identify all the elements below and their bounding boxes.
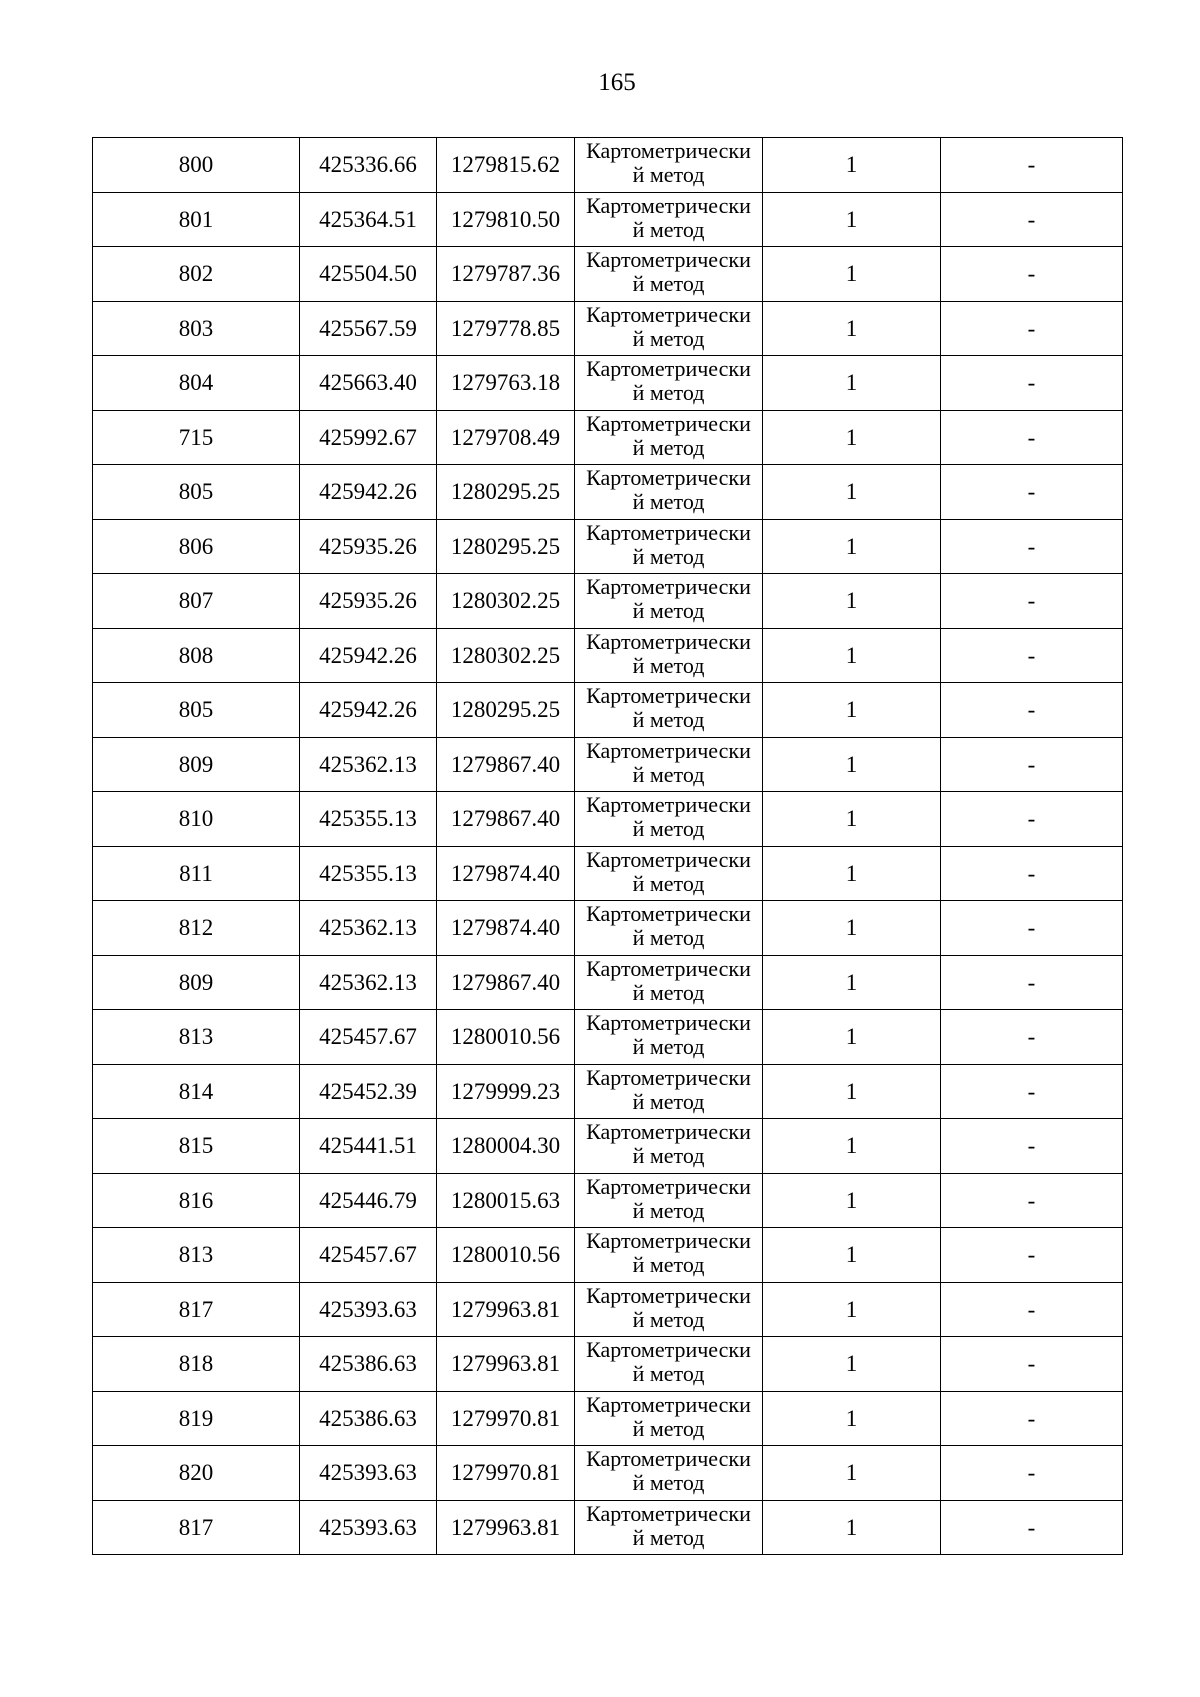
table-row <box>93 1446 1123 1501</box>
note-cell: - <box>941 1119 1123 1174</box>
point-number-cell: 808 <box>93 628 300 683</box>
y-coordinate-cell: 1280010.56 <box>437 1228 575 1283</box>
x-coordinate-cell: 425386.63 <box>300 1337 437 1392</box>
method-text-line-1: Картометрически <box>586 792 751 817</box>
note-cell: - <box>941 138 1123 193</box>
note-cell: - <box>941 737 1123 792</box>
x-coordinate-cell: 425393.63 <box>300 1500 437 1555</box>
accuracy-cell: 1 <box>763 1228 941 1283</box>
accuracy-cell: 1 <box>763 138 941 193</box>
note-cell: - <box>941 356 1123 411</box>
method-text-line-2: й метод <box>632 1470 705 1495</box>
table-row <box>93 519 1123 574</box>
method-cell <box>575 1119 763 1174</box>
accuracy-cell: 1 <box>763 356 941 411</box>
method-cell <box>575 1337 763 1392</box>
table-row <box>93 683 1123 738</box>
note-cell: - <box>941 465 1123 520</box>
x-coordinate-cell: 425992.67 <box>300 410 437 465</box>
accuracy-cell: 1 <box>763 1337 941 1392</box>
method-cell <box>575 1391 763 1446</box>
y-coordinate-cell: 1280295.25 <box>437 519 575 574</box>
method-text-line-1: Картометрически <box>586 1228 751 1253</box>
y-coordinate-cell: 1280004.30 <box>437 1119 575 1174</box>
y-coordinate-cell: 1279874.40 <box>437 901 575 956</box>
x-coordinate-cell: 425942.26 <box>300 628 437 683</box>
table-row <box>93 1119 1123 1174</box>
method-text-line-2: й метод <box>632 979 705 1005</box>
y-coordinate-cell: 1279867.40 <box>437 955 575 1010</box>
method-text-line-2: й метод <box>632 216 705 242</box>
note-cell: - <box>941 901 1123 956</box>
point-number-cell: 813 <box>93 1010 300 1065</box>
method-cell <box>575 846 763 901</box>
note-cell: - <box>941 955 1123 1010</box>
method-text-line-2: й метод <box>632 652 705 678</box>
point-number-cell: 805 <box>93 465 300 520</box>
note-cell: - <box>941 1064 1123 1119</box>
method-cell <box>575 301 763 356</box>
point-number-cell: 816 <box>93 1173 300 1228</box>
accuracy-cell: 1 <box>763 846 941 901</box>
x-coordinate-cell: 425942.26 <box>300 683 437 738</box>
method-text-line-2: й метод <box>632 925 705 950</box>
note-cell: - <box>941 410 1123 465</box>
page-number: 165 <box>598 69 636 96</box>
x-coordinate-cell: 425663.40 <box>300 356 437 411</box>
method-text-line-1: Картометрически <box>586 1282 751 1308</box>
y-coordinate-cell: 1279963.81 <box>437 1500 575 1555</box>
y-coordinate-cell: 1279763.18 <box>437 356 575 411</box>
point-number-cell: 817 <box>93 1282 300 1337</box>
note-cell: - <box>941 1446 1123 1501</box>
method-cell <box>575 683 763 738</box>
table-row <box>93 1064 1123 1119</box>
y-coordinate-cell: 1279874.40 <box>437 846 575 901</box>
point-number-cell: 815 <box>93 1119 300 1174</box>
point-number-cell: 820 <box>93 1446 300 1501</box>
x-coordinate-cell: 425452.39 <box>300 1064 437 1119</box>
method-text-line-1: Картометрически <box>586 1119 751 1144</box>
accuracy-cell: 1 <box>763 247 941 302</box>
accuracy-cell: 1 <box>763 301 941 356</box>
y-coordinate-cell: 1279970.81 <box>437 1391 575 1446</box>
method-text-line-1: Картометрически <box>586 1337 751 1362</box>
note-cell: - <box>941 1010 1123 1065</box>
method-text-line-1: Картометрически <box>586 1010 751 1035</box>
note-cell: - <box>941 683 1123 738</box>
y-coordinate-cell: 1280302.25 <box>437 628 575 683</box>
method-cell <box>575 192 763 247</box>
method-text-line-1: Картометрически <box>586 465 751 490</box>
method-cell <box>575 955 763 1010</box>
y-coordinate-cell: 1279963.81 <box>437 1282 575 1337</box>
method-text-line-1: Картометрически <box>586 1446 751 1471</box>
y-coordinate-cell: 1279999.23 <box>437 1064 575 1119</box>
method-cell <box>575 1282 763 1337</box>
method-text-line-2: й метод <box>632 162 705 187</box>
accuracy-cell: 1 <box>763 1446 941 1501</box>
method-text-line-1: Картометрически <box>586 683 751 708</box>
table-row <box>93 1173 1123 1228</box>
table-row <box>93 356 1123 411</box>
y-coordinate-cell: 1279787.36 <box>437 247 575 302</box>
method-text-line-2: й метод <box>632 761 705 787</box>
table-row <box>93 1282 1123 1337</box>
method-text-line-1: Картометрически <box>586 955 751 981</box>
point-number-cell: 817 <box>93 1500 300 1555</box>
x-coordinate-cell: 425362.13 <box>300 955 437 1010</box>
table-row <box>93 901 1123 956</box>
method-text-line-1: Картометрически <box>586 1391 751 1417</box>
note-cell: - <box>941 628 1123 683</box>
method-cell <box>575 1173 763 1228</box>
y-coordinate-cell: 1279810.50 <box>437 192 575 247</box>
table-row <box>93 247 1123 302</box>
x-coordinate-cell: 425393.63 <box>300 1282 437 1337</box>
point-number-cell: 812 <box>93 901 300 956</box>
note-cell: - <box>941 1391 1123 1446</box>
x-coordinate-cell: 425935.26 <box>300 519 437 574</box>
accuracy-cell: 1 <box>763 955 941 1010</box>
point-number-cell: 813 <box>93 1228 300 1283</box>
table-row <box>93 792 1123 847</box>
method-text-line-2: й метод <box>632 1252 705 1277</box>
table-row <box>93 192 1123 247</box>
method-cell <box>575 356 763 411</box>
y-coordinate-cell: 1279815.62 <box>437 138 575 193</box>
accuracy-cell: 1 <box>763 737 941 792</box>
accuracy-cell: 1 <box>763 1391 941 1446</box>
method-text-line-2: й метод <box>632 489 705 514</box>
method-text-line-1: Картометрически <box>586 1500 751 1526</box>
method-cell <box>575 792 763 847</box>
method-cell <box>575 737 763 792</box>
x-coordinate-cell: 425446.79 <box>300 1173 437 1228</box>
method-text-line-1: Картометрически <box>586 628 751 654</box>
point-number-cell: 818 <box>93 1337 300 1392</box>
note-cell: - <box>941 1173 1123 1228</box>
accuracy-cell: 1 <box>763 1282 941 1337</box>
method-text-line-2: й метод <box>632 1034 705 1059</box>
method-cell <box>575 247 763 302</box>
point-number-cell: 809 <box>93 737 300 792</box>
method-text-line-2: й метод <box>632 543 705 569</box>
method-cell <box>575 138 763 193</box>
x-coordinate-cell: 425355.13 <box>300 792 437 847</box>
method-text-line-2: й метод <box>632 325 705 351</box>
table-row <box>93 846 1123 901</box>
y-coordinate-cell: 1280295.25 <box>437 465 575 520</box>
accuracy-cell: 1 <box>763 901 941 956</box>
accuracy-cell: 1 <box>763 1173 941 1228</box>
table-row <box>93 410 1123 465</box>
y-coordinate-cell: 1280295.25 <box>437 683 575 738</box>
method-text-line-2: й метод <box>632 816 705 841</box>
point-number-cell: 805 <box>93 683 300 738</box>
x-coordinate-cell: 425393.63 <box>300 1446 437 1501</box>
method-cell <box>575 1010 763 1065</box>
method-cell <box>575 574 763 629</box>
method-cell <box>575 465 763 520</box>
accuracy-cell: 1 <box>763 1500 941 1555</box>
table-row <box>93 1391 1123 1446</box>
x-coordinate-cell: 425441.51 <box>300 1119 437 1174</box>
point-number-cell: 802 <box>93 247 300 302</box>
method-text-line-2: й метод <box>632 1143 705 1168</box>
accuracy-cell: 1 <box>763 192 941 247</box>
method-cell <box>575 1500 763 1555</box>
x-coordinate-cell: 425504.50 <box>300 247 437 302</box>
point-number-cell: 804 <box>93 356 300 411</box>
accuracy-cell: 1 <box>763 792 941 847</box>
accuracy-cell: 1 <box>763 1010 941 1065</box>
accuracy-cell: 1 <box>763 683 941 738</box>
x-coordinate-cell: 425336.66 <box>300 138 437 193</box>
accuracy-cell: 1 <box>763 1064 941 1119</box>
point-number-cell: 809 <box>93 955 300 1010</box>
accuracy-cell: 1 <box>763 1119 941 1174</box>
table-row <box>93 1500 1123 1555</box>
method-text-line-1: Картометрически <box>586 519 751 545</box>
method-text-line-1: Картометрически <box>586 247 751 272</box>
note-cell: - <box>941 1337 1123 1392</box>
method-text-line-1: Картометрически <box>586 846 751 872</box>
point-number-cell: 800 <box>93 138 300 193</box>
y-coordinate-cell: 1279963.81 <box>437 1337 575 1392</box>
x-coordinate-cell: 425362.13 <box>300 901 437 956</box>
method-text-line-2: й метод <box>632 1088 705 1114</box>
y-coordinate-cell: 1279708.49 <box>437 410 575 465</box>
x-coordinate-cell: 425457.67 <box>300 1228 437 1283</box>
x-coordinate-cell: 425364.51 <box>300 192 437 247</box>
method-text-line-2: й метод <box>632 380 705 405</box>
x-coordinate-cell: 425942.26 <box>300 465 437 520</box>
table-row <box>93 628 1123 683</box>
point-number-cell: 801 <box>93 192 300 247</box>
method-text-line-2: й метод <box>632 434 705 460</box>
method-text-line-2: й метод <box>632 1197 705 1223</box>
note-cell: - <box>941 1500 1123 1555</box>
method-text-line-1: Картометрически <box>586 1064 751 1090</box>
method-text-line-1: Картометрически <box>586 410 751 436</box>
table-row <box>93 1010 1123 1065</box>
point-number-cell: 806 <box>93 519 300 574</box>
method-text-line-2: й метод <box>632 1306 705 1332</box>
x-coordinate-cell: 425355.13 <box>300 846 437 901</box>
method-text-line-1: Картометрически <box>586 138 751 163</box>
point-number-cell: 811 <box>93 846 300 901</box>
y-coordinate-cell: 1280302.25 <box>437 574 575 629</box>
note-cell: - <box>941 301 1123 356</box>
accuracy-cell: 1 <box>763 519 941 574</box>
y-coordinate-cell: 1279970.81 <box>437 1446 575 1501</box>
accuracy-cell: 1 <box>763 410 941 465</box>
method-text-line-2: й метод <box>632 271 705 296</box>
y-coordinate-cell: 1279867.40 <box>437 792 575 847</box>
method-text-line-2: й метод <box>632 707 705 732</box>
method-text-line-1: Картометрически <box>586 574 751 599</box>
y-coordinate-cell: 1279778.85 <box>437 301 575 356</box>
method-text-line-2: й метод <box>632 598 705 623</box>
x-coordinate-cell: 425567.59 <box>300 301 437 356</box>
method-text-line-1: Картометрически <box>586 901 751 926</box>
accuracy-cell: 1 <box>763 465 941 520</box>
accuracy-cell: 1 <box>763 628 941 683</box>
note-cell: - <box>941 1228 1123 1283</box>
method-cell <box>575 410 763 465</box>
method-text-line-2: й метод <box>632 1361 705 1386</box>
table-row <box>93 1228 1123 1283</box>
table-row <box>93 301 1123 356</box>
y-coordinate-cell: 1280010.56 <box>437 1010 575 1065</box>
note-cell: - <box>941 846 1123 901</box>
table-row <box>93 737 1123 792</box>
point-number-cell: 803 <box>93 301 300 356</box>
method-text-line-2: й метод <box>632 1524 705 1550</box>
y-coordinate-cell: 1279867.40 <box>437 737 575 792</box>
note-cell: - <box>941 192 1123 247</box>
accuracy-cell: 1 <box>763 574 941 629</box>
method-text-line-1: Картометрически <box>586 737 751 763</box>
point-number-cell: 810 <box>93 792 300 847</box>
method-cell <box>575 519 763 574</box>
method-text-line-2: й метод <box>632 1415 705 1441</box>
method-cell <box>575 1446 763 1501</box>
method-cell <box>575 1064 763 1119</box>
method-text-line-1: Картометрически <box>586 301 751 327</box>
note-cell: - <box>941 247 1123 302</box>
coordinates-table <box>92 137 1123 1555</box>
x-coordinate-cell: 425386.63 <box>300 1391 437 1446</box>
point-number-cell: 807 <box>93 574 300 629</box>
note-cell: - <box>941 1282 1123 1337</box>
table-row <box>93 574 1123 629</box>
point-number-cell: 715 <box>93 410 300 465</box>
note-cell: - <box>941 574 1123 629</box>
x-coordinate-cell: 425362.13 <box>300 737 437 792</box>
method-text-line-2: й метод <box>632 870 705 896</box>
point-number-cell: 814 <box>93 1064 300 1119</box>
point-number-cell: 819 <box>93 1391 300 1446</box>
table-row <box>93 465 1123 520</box>
table-row <box>93 1337 1123 1392</box>
method-text-line-1: Картометрически <box>586 192 751 218</box>
method-text-line-1: Картометрически <box>586 1173 751 1199</box>
note-cell: - <box>941 519 1123 574</box>
method-cell <box>575 628 763 683</box>
x-coordinate-cell: 425457.67 <box>300 1010 437 1065</box>
y-coordinate-cell: 1280015.63 <box>437 1173 575 1228</box>
note-cell: - <box>941 792 1123 847</box>
method-cell <box>575 1228 763 1283</box>
table-row <box>93 138 1123 193</box>
method-cell <box>575 901 763 956</box>
method-text-line-1: Картометрически <box>586 356 751 381</box>
table-row <box>93 955 1123 1010</box>
coordinates-table-body <box>93 138 1123 1555</box>
x-coordinate-cell: 425935.26 <box>300 574 437 629</box>
